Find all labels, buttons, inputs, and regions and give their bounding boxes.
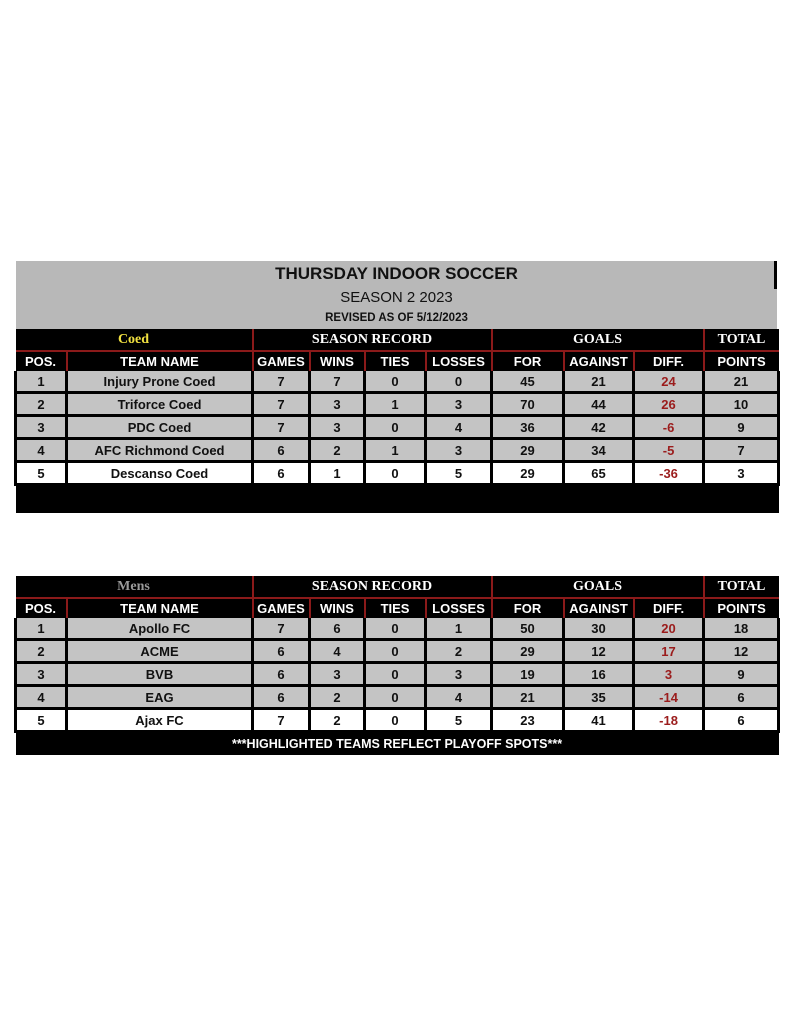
col-losses: LOSSES: [426, 598, 492, 618]
cell-games: 7: [253, 393, 310, 416]
season-label: SEASON 2 2023: [340, 289, 453, 306]
col-wins: WINS: [310, 598, 365, 618]
cell-diff: 26: [634, 393, 704, 416]
cell-against: 35: [564, 686, 634, 709]
cell-for: 45: [492, 371, 564, 393]
cell-ties: 0: [365, 640, 426, 663]
col-team-name: TEAM NAME: [67, 351, 253, 371]
col-points: POINTS: [704, 598, 779, 618]
cell-pos: 2: [16, 393, 67, 416]
cell-wins: 3: [310, 416, 365, 439]
cell-games: 6: [253, 686, 310, 709]
cell-diff: 20: [634, 618, 704, 640]
total-header: TOTAL: [704, 329, 779, 351]
cell-pos: 5: [16, 462, 67, 485]
column-header-row: [16, 598, 779, 618]
cell-pos: 5: [16, 709, 67, 732]
cell-points: 9: [704, 663, 779, 686]
cell-pos: 1: [16, 618, 67, 640]
cell-for: 21: [492, 686, 564, 709]
cell-wins: 2: [310, 709, 365, 732]
table-row: [16, 462, 779, 485]
division-label: Mens: [16, 576, 253, 598]
cell-pos: 3: [16, 416, 67, 439]
table-row: [16, 371, 779, 393]
league-title-block: [16, 261, 777, 329]
season-record-header: SEASON RECORD: [253, 329, 492, 351]
cell-points: 9: [704, 416, 779, 439]
cell-ties: 0: [365, 462, 426, 485]
cell-diff: -36: [634, 462, 704, 485]
cell-for: 36: [492, 416, 564, 439]
table-footer-bar: [16, 732, 779, 756]
col-against: AGAINST: [564, 598, 634, 618]
cell-team: Triforce Coed: [67, 393, 253, 416]
cell-pos: 1: [16, 371, 67, 393]
cell-against: 42: [564, 416, 634, 439]
cell-pos: 4: [16, 439, 67, 462]
col-for: FOR: [492, 351, 564, 371]
cell-for: 50: [492, 618, 564, 640]
table-row: [16, 709, 779, 732]
col-for: FOR: [492, 598, 564, 618]
cell-losses: 4: [426, 686, 492, 709]
col-games: GAMES: [253, 351, 310, 371]
league-title: THURSDAY INDOOR SOCCER: [275, 264, 518, 283]
cell-diff: -14: [634, 686, 704, 709]
cell-points: 18: [704, 618, 779, 640]
goals-header: GOALS: [492, 576, 704, 598]
cell-losses: 0: [426, 371, 492, 393]
cell-pos: 4: [16, 686, 67, 709]
col-diff: DIFF.: [634, 351, 704, 371]
cell-against: 44: [564, 393, 634, 416]
cell-for: 19: [492, 663, 564, 686]
cell-team: BVB: [67, 663, 253, 686]
table-row: [16, 618, 779, 640]
cell-games: 6: [253, 439, 310, 462]
revised-date: REVISED AS OF 5/12/2023: [325, 312, 468, 324]
cell-wins: 2: [310, 686, 365, 709]
cell-losses: 5: [426, 709, 492, 732]
cell-team: PDC Coed: [67, 416, 253, 439]
cell-diff: -5: [634, 439, 704, 462]
cell-games: 7: [253, 416, 310, 439]
cell-against: 65: [564, 462, 634, 485]
cell-for: 23: [492, 709, 564, 732]
cell-diff: -6: [634, 416, 704, 439]
table-row: [16, 393, 779, 416]
col-wins: WINS: [310, 351, 365, 371]
cell-diff: -18: [634, 709, 704, 732]
cell-wins: 3: [310, 663, 365, 686]
cell-games: 6: [253, 462, 310, 485]
cell-games: 6: [253, 663, 310, 686]
cell-ties: 1: [365, 393, 426, 416]
cell-team: Apollo FC: [67, 618, 253, 640]
cell-diff: 24: [634, 371, 704, 393]
col-against: AGAINST: [564, 351, 634, 371]
cell-team: AFC Richmond Coed: [67, 439, 253, 462]
cell-wins: 3: [310, 393, 365, 416]
column-header-row: [16, 351, 779, 371]
footer-blank: [16, 485, 779, 514]
playoff-footnote: ***HIGHLIGHTED TEAMS REFLECT PLAYOFF SPOTS***: [16, 732, 779, 756]
cell-pos: 3: [16, 663, 67, 686]
cell-team: Ajax FC: [67, 709, 253, 732]
table-footer-bar: [16, 485, 779, 514]
total-header: TOTAL: [704, 576, 779, 598]
cell-against: 30: [564, 618, 634, 640]
cell-team: Injury Prone Coed: [67, 371, 253, 393]
cell-against: 12: [564, 640, 634, 663]
cell-points: 3: [704, 462, 779, 485]
table-row: [16, 663, 779, 686]
cell-against: 41: [564, 709, 634, 732]
cell-team: EAG: [67, 686, 253, 709]
cell-losses: 2: [426, 640, 492, 663]
coed-standings-table: [14, 329, 780, 513]
col-points: POINTS: [704, 351, 779, 371]
col-games: GAMES: [253, 598, 310, 618]
col-ties: TIES: [365, 598, 426, 618]
cell-games: 6: [253, 640, 310, 663]
cell-ties: 0: [365, 416, 426, 439]
table-row: [16, 640, 779, 663]
col-ties: TIES: [365, 351, 426, 371]
cell-wins: 1: [310, 462, 365, 485]
col-team-name: TEAM NAME: [67, 598, 253, 618]
col-losses: LOSSES: [426, 351, 492, 371]
cell-wins: 2: [310, 439, 365, 462]
cell-losses: 3: [426, 439, 492, 462]
cell-losses: 3: [426, 663, 492, 686]
cell-points: 7: [704, 439, 779, 462]
cell-pos: 2: [16, 640, 67, 663]
group-header-row: [16, 329, 779, 351]
cell-diff: 3: [634, 663, 704, 686]
cell-games: 7: [253, 709, 310, 732]
cell-games: 7: [253, 618, 310, 640]
col-diff: DIFF.: [634, 598, 704, 618]
cell-games: 7: [253, 371, 310, 393]
cell-wins: 4: [310, 640, 365, 663]
cell-team: Descanso Coed: [67, 462, 253, 485]
cell-ties: 0: [365, 663, 426, 686]
cell-losses: 3: [426, 393, 492, 416]
season-record-header: SEASON RECORD: [253, 576, 492, 598]
table-row: [16, 686, 779, 709]
cell-for: 29: [492, 439, 564, 462]
cell-for: 29: [492, 462, 564, 485]
cell-ties: 0: [365, 618, 426, 640]
cell-losses: 5: [426, 462, 492, 485]
col-pos: POS.: [16, 351, 67, 371]
cell-ties: 0: [365, 371, 426, 393]
cell-diff: 17: [634, 640, 704, 663]
cell-points: 10: [704, 393, 779, 416]
cell-ties: 0: [365, 709, 426, 732]
cell-points: 21: [704, 371, 779, 393]
cell-against: 16: [564, 663, 634, 686]
cell-ties: 0: [365, 686, 426, 709]
cell-wins: 7: [310, 371, 365, 393]
cell-for: 70: [492, 393, 564, 416]
group-header-row: [16, 576, 779, 598]
cell-points: 12: [704, 640, 779, 663]
cell-points: 6: [704, 686, 779, 709]
cell-ties: 1: [365, 439, 426, 462]
division-label: Coed: [16, 329, 253, 351]
col-pos: POS.: [16, 598, 67, 618]
cell-against: 21: [564, 371, 634, 393]
cell-for: 29: [492, 640, 564, 663]
mens-standings-table: [14, 576, 780, 755]
cell-losses: 1: [426, 618, 492, 640]
cell-points: 6: [704, 709, 779, 732]
table-row: [16, 439, 779, 462]
cell-losses: 4: [426, 416, 492, 439]
cell-team: ACME: [67, 640, 253, 663]
cell-against: 34: [564, 439, 634, 462]
table-row: [16, 416, 779, 439]
cell-wins: 6: [310, 618, 365, 640]
goals-header: GOALS: [492, 329, 704, 351]
